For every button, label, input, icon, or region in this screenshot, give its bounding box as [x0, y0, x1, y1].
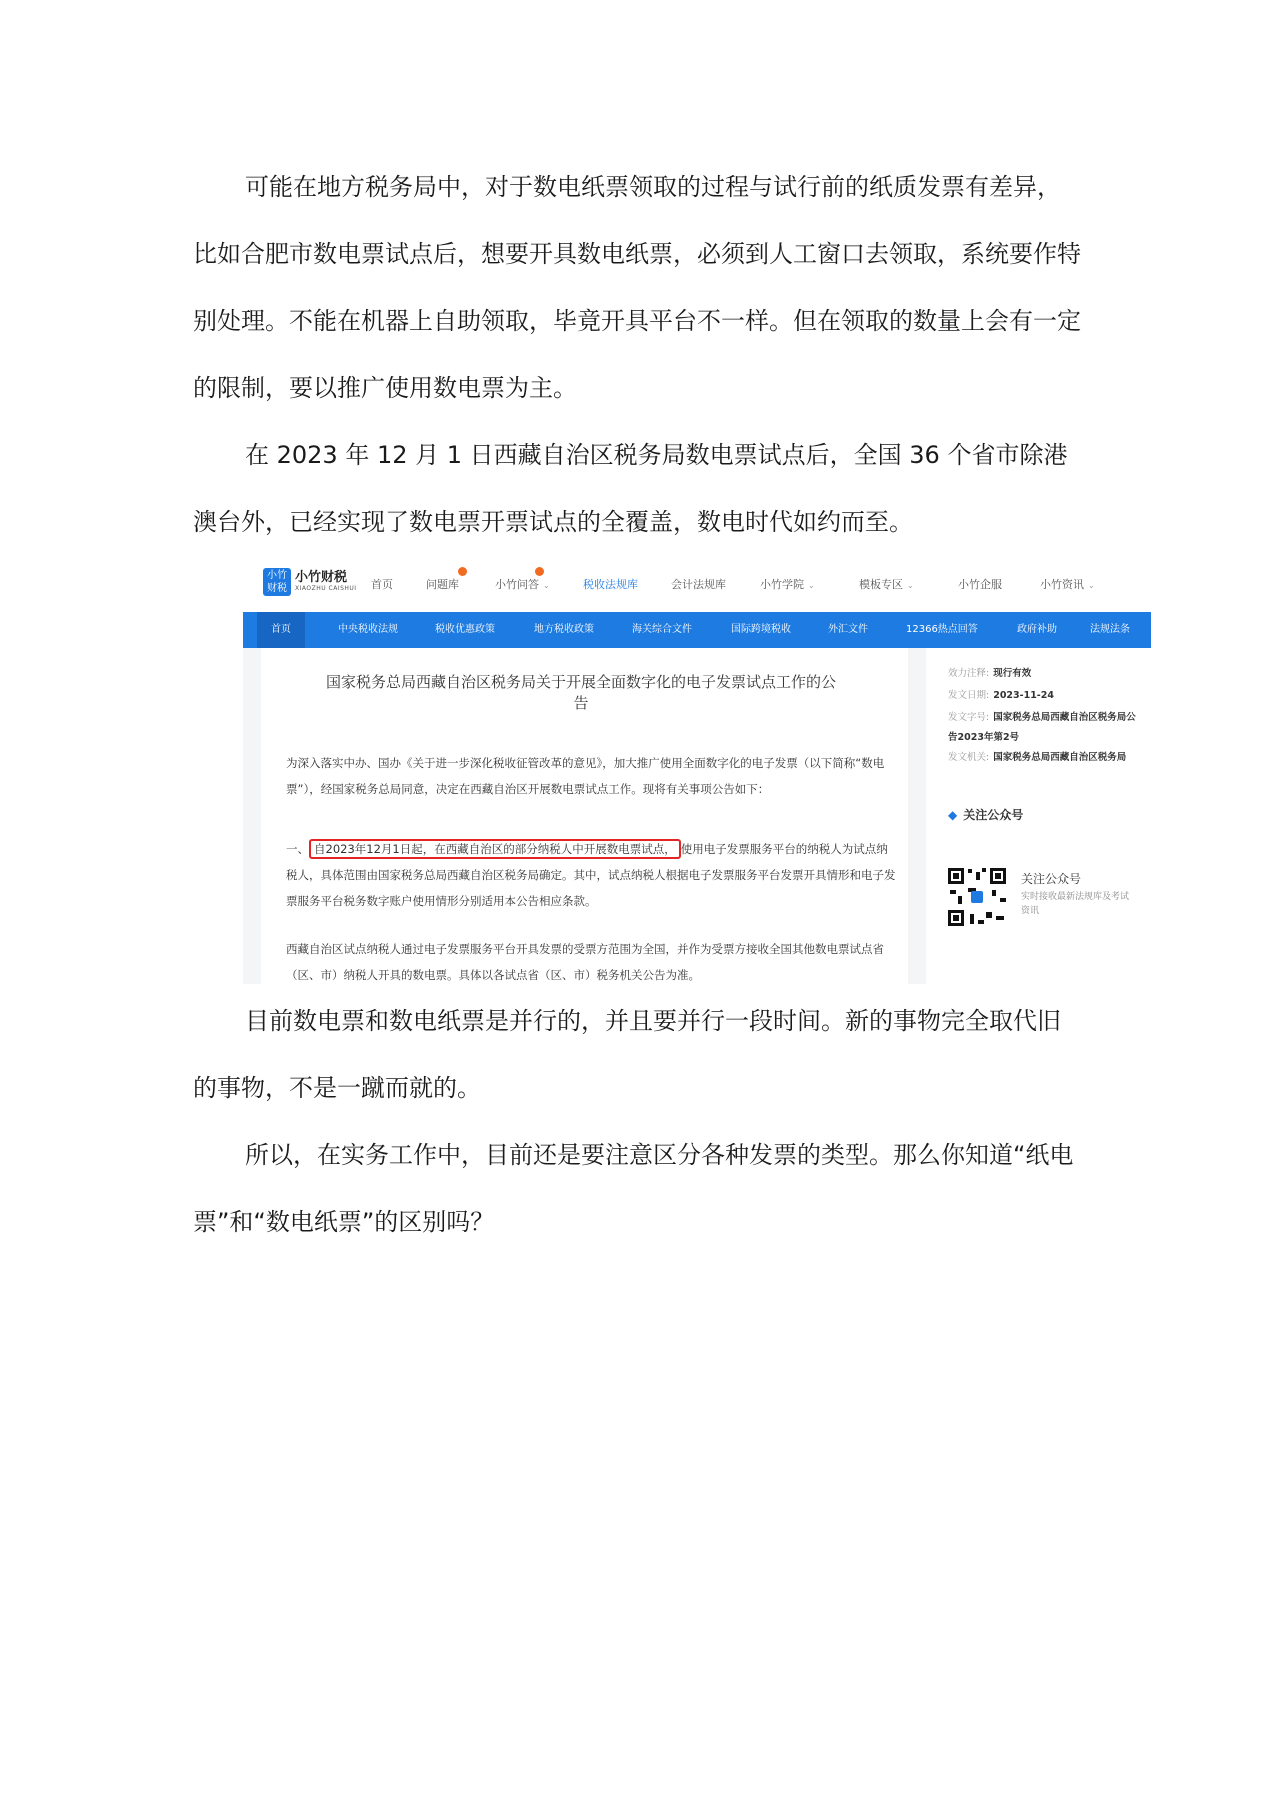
- body-paragraph-1: 可能在地方税务局中，对于数电纸票领取的过程与试行前的纸质发票有差异，比如合肥市数电票试点后，想要开具数电纸票，必须到人工窗口去领取，系统要作特别处理。不能在机器上自助领取，毕竟开具平台不一样。但在领取的数量上会有一定的限制，要以推广使用数电票为主。: [193, 173, 1081, 402]
- top-nav-accounting-law[interactable]: 会计法规库: [671, 578, 726, 591]
- category-tab-subsidy[interactable]: 政府补助: [1017, 624, 1057, 635]
- category-nav-bar: [243, 612, 1151, 648]
- follow-title: ◆ 关注公众号: [948, 808, 1024, 822]
- top-nav-qa[interactable]: 小竹问答 ⌄: [495, 576, 550, 592]
- embedded-website-screenshot: [243, 556, 1151, 984]
- chevron-down-icon: ⌄: [1088, 581, 1095, 590]
- chevron-down-icon: ⌄: [907, 581, 914, 590]
- top-nav-home[interactable]: 首页: [371, 578, 393, 591]
- category-tab-forex[interactable]: 外汇文件: [828, 624, 868, 635]
- layers-icon: ◆: [948, 808, 958, 822]
- meta-issuer: 发文机关: 国家税务总局西藏自治区税务局: [948, 752, 1127, 763]
- site-logo-subtitle: XIAOZHU CAISHUI: [295, 585, 357, 592]
- category-tab-home[interactable]: 首页: [257, 612, 305, 648]
- article-paragraph-3: 西藏自治区试点纳税人通过电子发票服务平台开具发票的受票方范围为全国，并作为受票方接收全国其他数电票试点省（区、市）纳税人开具的数电票。具体以各试点省（区、市）税务机关公告为准。: [286, 942, 884, 982]
- highlighted-text: 自2023年12月1日起，在西藏自治区的部分纳税人中开展数电票试点，: [309, 839, 681, 859]
- body-paragraph-4: 所以，在实务工作中，目前还是要注意区分各种发票的类型。那么你知道“纸电票”和“数电纸票”的区别吗？: [193, 1141, 1074, 1236]
- category-tab-local[interactable]: 地方税收政策: [534, 624, 594, 635]
- top-nav-news[interactable]: 小竹资讯 ⌄: [1040, 578, 1095, 591]
- article-panel: [261, 648, 908, 984]
- site-logo-icon[interactable]: 小竹 财税: [263, 568, 291, 596]
- category-tab-preferential[interactable]: 税收优惠政策: [435, 624, 495, 635]
- chevron-down-icon: ⌄: [808, 581, 815, 590]
- left-gutter: [243, 648, 261, 984]
- site-top-nav: [243, 556, 1151, 608]
- chevron-down-icon: ⌄: [543, 581, 550, 590]
- article-title: 国家税务总局西藏自治区税务局关于开展全面数字化的电子发票试点工作的公告: [325, 673, 836, 712]
- site-logo-name[interactable]: 小竹财税: [295, 570, 348, 585]
- top-nav-questions[interactable]: 问题库: [426, 576, 459, 592]
- hot-badge-icon: [535, 567, 544, 576]
- top-nav-academy[interactable]: 小竹学院 ⌄: [760, 578, 815, 591]
- top-nav-services[interactable]: 小竹企服: [958, 578, 1002, 591]
- meta-date: 发文日期: 2023-11-24: [948, 690, 1054, 701]
- body-paragraph-3: 目前数电票和数电纸票是并行的，并且要并行一段时间。新的事物完全取代旧的事物，不是一蹴而就的。: [193, 1007, 1061, 1102]
- top-nav-templates[interactable]: 模板专区 ⌄: [859, 578, 914, 591]
- hot-badge-icon: [458, 567, 467, 576]
- category-tab-12366[interactable]: 12366热点回答: [906, 624, 978, 635]
- meta-doc-number: 发文字号: 国家税务总局西藏自治区税务局公告2023年第2号: [948, 712, 1136, 743]
- category-tab-regulations[interactable]: 法规法条: [1090, 624, 1130, 635]
- body-paragraph-2: 在 2023 年 12 月 1 日西藏自治区税务局数电票试点后，全国 36 个省市除港澳台外，已经实现了数电票开票试点的全覆盖，数电时代如约而至。: [193, 441, 1068, 536]
- category-tab-central[interactable]: 中央税收法规: [338, 624, 398, 635]
- follow-description: 实时接收最新法规库及考试资讯: [1021, 892, 1130, 916]
- category-tab-international[interactable]: 国际跨境税收: [731, 624, 791, 635]
- top-nav-tax-law[interactable]: 税收法规库: [583, 578, 638, 591]
- category-tab-customs[interactable]: 海关综合文件: [632, 624, 692, 635]
- document-meta-panel: [926, 648, 1151, 770]
- meta-status: 效力注释: 现行有效: [948, 668, 1032, 679]
- follow-account-panel: [926, 778, 1151, 984]
- qr-code-icon[interactable]: [946, 866, 1008, 928]
- article-paragraph-1: 为深入落实中办、国办《关于进一步深化税收征管改革的意见》，加大推广使用全面数字化的电子发票（以下简称“数电票”），经国家税务总局同意，决定在西藏自治区开展数电票试点工作。现将有关事项公告如下：: [286, 756, 885, 796]
- article-paragraph-2: 一、 自2023年12月1日起，在西藏自治区的部分纳税人中开展数电票试点， 使用电子发票服务平台的纳税人为试点纳税人，具体范围由国家税务总局西藏自治区税务局确定。其中，试点纳税人根据电子发票服务平台发票开具情形和电子发票服务平台税务数字账户使用情形分别适用本公告相应条款。: [286, 836, 896, 914]
- follow-name: 关注公众号: [1021, 872, 1082, 886]
- middle-gutter: [908, 648, 926, 984]
